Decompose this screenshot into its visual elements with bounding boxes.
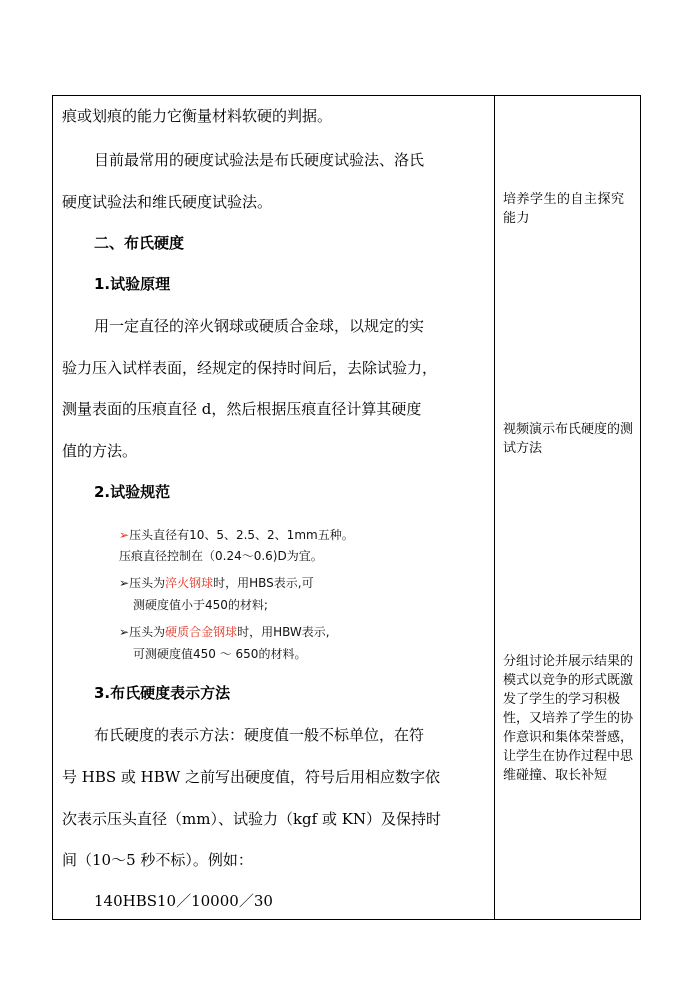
- spec-item: ➢压头直径有10、5、2.5、2、1mm五种。: [119, 528, 354, 542]
- arrow-bullet-icon: ➢: [119, 528, 130, 542]
- spec-line: 压痕直径控制在（0.24～0.6)D为宜。: [119, 549, 323, 563]
- text-line: 值的方法。: [62, 442, 138, 460]
- text-line: 硬度试验法和维氏硬度试验法。: [62, 193, 273, 211]
- subsection-heading: 1.试验原理: [94, 275, 171, 293]
- example-line: 140HBS10／10000／30: [94, 892, 273, 910]
- spec-line: 可测硬度值450 ～ 650的材料。: [133, 647, 307, 661]
- teaching-note: 视频演示布氏硬度的测试方法: [503, 422, 634, 456]
- section-heading: 二、布氏硬度: [94, 234, 185, 252]
- text-line: 布氏硬度的表示方法：硬度值一般不标单位，在符: [94, 726, 425, 744]
- text-line: 验力压入试样表面，经规定的保持时间后，去除试验力，: [62, 359, 438, 377]
- lesson-table: [52, 95, 641, 920]
- text-line: 间（10～5 秒不标）。例如：: [62, 851, 253, 869]
- subsection-heading: 2.试验规范: [94, 483, 171, 501]
- subsection-heading: 3.布氏硬度表示方法: [94, 684, 231, 702]
- teaching-note: 分组讨论并展示结果的模式以竞争的形式既激发了学生的学习积极性，又培养了学生的协作意识和集体荣誉感，让学生在协作过程中思维碰撞、取长补短: [503, 654, 634, 783]
- text-line: 测量表面的压痕直径 d，然后根据压痕直径计算其硬度: [62, 400, 422, 418]
- spec-item: ➢压头为淬火钢球时，用HBS表示,可: [119, 576, 314, 590]
- text-line: 次表示压头直径（mm）、试验力（kgf 或 KN）及保持时: [62, 810, 442, 828]
- highlight-text: 硬质合金钢球: [165, 625, 238, 639]
- text-line: 用一定直径的淬火钢球或硬质合金球，以规定的实: [94, 317, 425, 335]
- teaching-note: 培养学生的自主探究能力: [503, 192, 625, 226]
- highlight-text: 淬火钢球: [165, 576, 214, 590]
- text-line: 号 HBS 或 HBW 之前写出硬度值，符号后用相应数字依: [62, 768, 440, 786]
- notes-column: [495, 96, 641, 919]
- text-line: 目前最常用的硬度试验法是布氏硬度试验法、洛氏: [94, 151, 425, 169]
- spec-item: ➢压头为硬质合金钢球时，用HBW表示,: [119, 625, 330, 639]
- content-column: [53, 96, 494, 919]
- arrow-bullet-icon: ➢: [119, 625, 130, 639]
- arrow-bullet-icon: ➢: [119, 576, 130, 590]
- text-line: 痕或划痕的能力它衡量材料软硬的判据。: [62, 107, 333, 125]
- spec-line: 测硬度值小于450的材料;: [133, 598, 268, 612]
